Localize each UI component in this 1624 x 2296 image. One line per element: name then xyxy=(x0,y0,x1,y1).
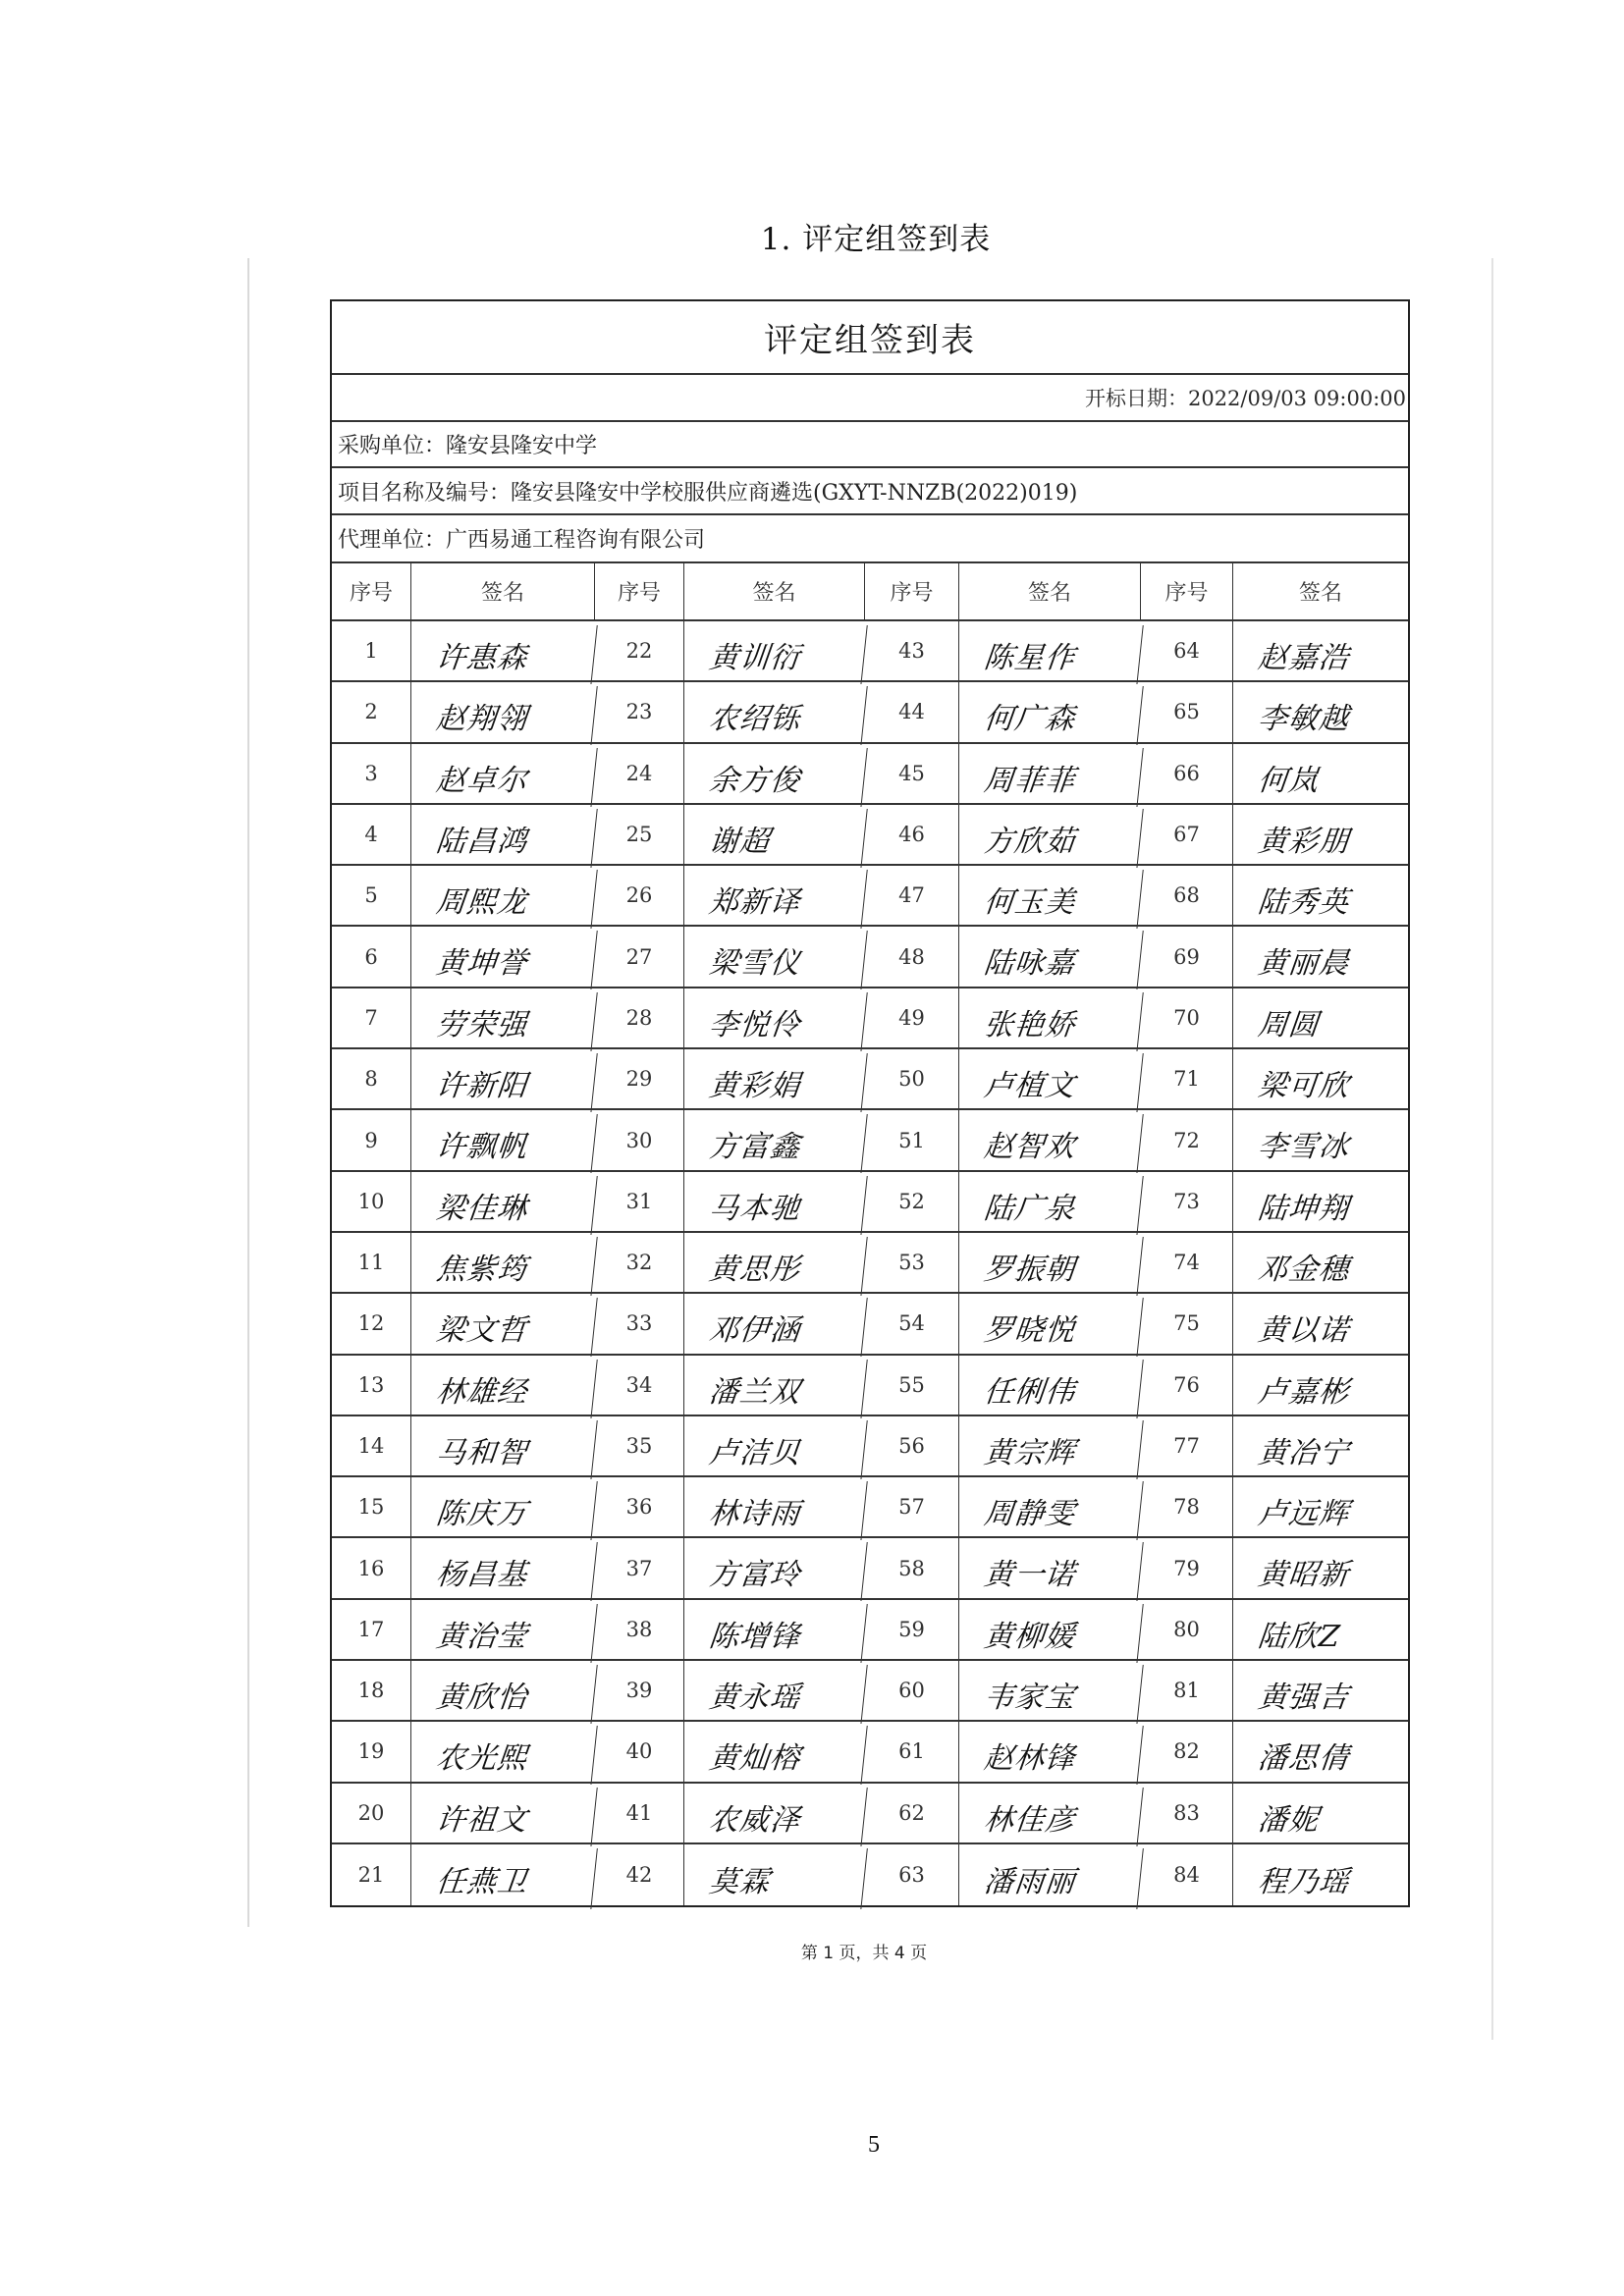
header-number: 序号 xyxy=(865,563,959,619)
serial-number: 66 xyxy=(1141,744,1233,803)
serial-number: 52 xyxy=(865,1172,959,1231)
serial-number: 54 xyxy=(865,1294,959,1353)
serial-number: 59 xyxy=(865,1600,959,1659)
section-heading: 1. 评定组签到表 xyxy=(760,222,992,257)
serial-number: 12 xyxy=(332,1294,411,1353)
handwritten-signature: 陈增锋 xyxy=(680,1604,867,1663)
serial-number: 38 xyxy=(595,1600,684,1659)
header-signature: 签名 xyxy=(684,563,865,619)
page-number: 5 xyxy=(868,2132,880,2158)
serial-number: 40 xyxy=(595,1722,684,1781)
handwritten-signature: 农绍铄 xyxy=(680,686,867,745)
table-row xyxy=(332,1784,1408,1844)
handwritten-signature: 林佳彦 xyxy=(955,1788,1143,1846)
serial-number: 6 xyxy=(332,927,411,986)
serial-number: 3 xyxy=(332,744,411,803)
purchaser: 采购单位：隆安县隆安中学 xyxy=(338,434,598,458)
table-row xyxy=(332,866,1408,927)
serial-number: 74 xyxy=(1141,1233,1233,1292)
table-row xyxy=(332,1722,1408,1783)
handwritten-signature: 黄思彤 xyxy=(680,1237,867,1296)
serial-number: 48 xyxy=(865,927,959,986)
table-row xyxy=(332,1110,1408,1171)
handwritten-signature: 潘妮 xyxy=(1256,1802,1322,1838)
agent: 代理单位：广西易通工程咨询有限公司 xyxy=(338,528,706,553)
handwritten-signature: 韦家宝 xyxy=(955,1665,1143,1724)
serial-number: 70 xyxy=(1141,988,1233,1047)
handwritten-signature: 卢植文 xyxy=(955,1053,1143,1112)
header-number: 序号 xyxy=(595,563,684,619)
serial-number: 42 xyxy=(595,1844,684,1905)
handwritten-signature: 周菲菲 xyxy=(955,748,1143,807)
table-row xyxy=(332,988,1408,1049)
serial-number: 49 xyxy=(865,988,959,1047)
serial-number: 13 xyxy=(332,1356,411,1415)
serial-number: 23 xyxy=(595,682,684,741)
serial-number: 34 xyxy=(595,1356,684,1415)
handwritten-signature: 黄永瑶 xyxy=(680,1665,867,1724)
serial-number: 22 xyxy=(595,621,684,680)
serial-number: 10 xyxy=(332,1172,411,1231)
opening-date-row xyxy=(332,375,1408,422)
header-signature: 签名 xyxy=(959,563,1141,619)
handwritten-signature: 莫霖 xyxy=(680,1848,868,1909)
handwritten-signature: 邓金穗 xyxy=(1256,1253,1352,1288)
handwritten-signature: 马和智 xyxy=(407,1420,597,1479)
serial-number: 47 xyxy=(865,866,959,925)
table-row xyxy=(332,927,1408,988)
serial-number: 36 xyxy=(595,1477,684,1536)
table-row xyxy=(332,1600,1408,1661)
handwritten-signature: 梁可欣 xyxy=(1256,1069,1352,1104)
serial-number: 16 xyxy=(332,1538,411,1597)
handwritten-signature: 杨昌基 xyxy=(407,1542,597,1601)
serial-number: 43 xyxy=(865,621,959,680)
serial-number: 35 xyxy=(595,1416,684,1475)
serial-number: 32 xyxy=(595,1233,684,1292)
serial-number: 9 xyxy=(332,1110,411,1169)
project-row xyxy=(332,468,1408,515)
serial-number: 77 xyxy=(1141,1416,1233,1475)
table-row xyxy=(332,621,1408,682)
header-number: 序号 xyxy=(332,563,411,619)
serial-number: 33 xyxy=(595,1294,684,1353)
project-name: 项目名称及编号：隆安县隆安中学校服供应商遴选(GXYT-NNZB(2022)019) xyxy=(338,480,1078,506)
serial-number: 27 xyxy=(595,927,684,986)
table-row xyxy=(332,744,1408,805)
handwritten-signature: 黄彩朋 xyxy=(1256,825,1352,860)
header-signature: 签名 xyxy=(1298,581,1342,606)
handwritten-signature: 农光熙 xyxy=(407,1726,597,1785)
handwritten-signature: 罗晓悦 xyxy=(955,1298,1143,1357)
serial-number: 26 xyxy=(595,866,684,925)
serial-number: 7 xyxy=(332,988,411,1047)
handwritten-signature: 农威泽 xyxy=(680,1788,867,1846)
table-title-row xyxy=(332,301,1408,375)
handwritten-signature: 陈庆万 xyxy=(407,1481,597,1540)
serial-number: 83 xyxy=(1141,1784,1233,1842)
handwritten-signature: 赵卓尔 xyxy=(407,748,597,807)
scan-artifact-left xyxy=(247,258,249,1927)
handwritten-signature: 余方俊 xyxy=(680,748,867,807)
handwritten-signature: 赵翔翎 xyxy=(407,686,597,745)
serial-number: 72 xyxy=(1141,1110,1233,1169)
handwritten-signature: 李敏越 xyxy=(1256,702,1352,737)
handwritten-signature: 黄强吉 xyxy=(1256,1681,1352,1716)
serial-number: 31 xyxy=(595,1172,684,1231)
serial-number: 71 xyxy=(1141,1049,1233,1108)
serial-number: 8 xyxy=(332,1049,411,1108)
serial-number: 58 xyxy=(865,1538,959,1597)
table-row xyxy=(332,1416,1408,1477)
handwritten-signature: 何岚 xyxy=(1256,763,1322,798)
handwritten-signature: 潘雨丽 xyxy=(955,1848,1144,1909)
table-row xyxy=(332,1477,1408,1538)
serial-number: 4 xyxy=(332,805,411,864)
handwritten-signature: 林诗雨 xyxy=(680,1481,867,1540)
handwritten-signature: 梁佳琳 xyxy=(407,1176,597,1235)
handwritten-signature: 劳荣强 xyxy=(407,992,597,1051)
handwritten-signature: 黄一诺 xyxy=(955,1542,1143,1601)
handwritten-signature: 焦紫筠 xyxy=(407,1237,597,1296)
handwritten-signature: 李悦伶 xyxy=(680,992,867,1051)
serial-number: 57 xyxy=(865,1477,959,1536)
handwritten-signature: 黄灿榕 xyxy=(680,1726,867,1785)
handwritten-signature: 赵嘉浩 xyxy=(1256,641,1352,676)
serial-number: 15 xyxy=(332,1477,411,1536)
handwritten-signature: 许祖文 xyxy=(407,1788,597,1846)
handwritten-signature: 陆欣Z xyxy=(1256,1619,1342,1654)
handwritten-signature: 黄欣怡 xyxy=(407,1665,597,1724)
serial-number: 20 xyxy=(332,1784,411,1842)
handwritten-signature: 梁文哲 xyxy=(407,1298,597,1357)
handwritten-signature: 罗振朝 xyxy=(955,1237,1143,1296)
table-row xyxy=(332,1538,1408,1599)
handwritten-signature: 谢超 xyxy=(680,809,867,868)
handwritten-signature: 黄训衍 xyxy=(680,625,867,684)
serial-number: 1 xyxy=(332,621,411,680)
serial-number: 78 xyxy=(1141,1477,1233,1536)
handwritten-signature: 何广森 xyxy=(955,686,1143,745)
handwritten-signature: 方欣茹 xyxy=(955,809,1143,868)
serial-number: 39 xyxy=(595,1661,684,1720)
serial-number: 37 xyxy=(595,1538,684,1597)
opening-date: 开标日期：2022/09/03 09:00:00 xyxy=(1084,387,1406,410)
column-header-row xyxy=(332,563,1408,621)
serial-number: 19 xyxy=(332,1722,411,1781)
handwritten-signature: 任俐伟 xyxy=(955,1360,1143,1418)
serial-number: 30 xyxy=(595,1110,684,1169)
serial-number: 80 xyxy=(1141,1600,1233,1659)
signature-rows xyxy=(332,621,1408,1905)
serial-number: 2 xyxy=(332,682,411,741)
serial-number: 51 xyxy=(865,1110,959,1169)
serial-number: 61 xyxy=(865,1722,959,1781)
handwritten-signature: 邓伊涵 xyxy=(680,1298,867,1357)
serial-number: 62 xyxy=(865,1784,959,1842)
handwritten-signature: 方富鑫 xyxy=(680,1114,867,1173)
serial-number: 21 xyxy=(332,1844,411,1905)
handwritten-signature: 黄以诺 xyxy=(1256,1313,1352,1349)
table-row xyxy=(332,1233,1408,1294)
table-row xyxy=(332,1172,1408,1233)
serial-number: 69 xyxy=(1141,927,1233,986)
serial-number: 17 xyxy=(332,1600,411,1659)
handwritten-signature: 李雪冰 xyxy=(1256,1130,1352,1165)
handwritten-signature: 赵智欢 xyxy=(955,1114,1143,1173)
handwritten-signature: 黄昭新 xyxy=(1256,1558,1352,1593)
serial-number: 53 xyxy=(865,1233,959,1292)
handwritten-signature: 张艳娇 xyxy=(955,992,1143,1051)
handwritten-signature: 黄冶宁 xyxy=(1256,1436,1352,1470)
handwritten-signature: 陆广泉 xyxy=(955,1176,1143,1235)
serial-number: 24 xyxy=(595,744,684,803)
handwritten-signature: 黄坤誉 xyxy=(407,931,597,989)
serial-number: 82 xyxy=(1141,1722,1233,1781)
handwritten-signature: 许惠森 xyxy=(407,625,597,684)
serial-number: 29 xyxy=(595,1049,684,1108)
handwritten-signature: 周熙龙 xyxy=(407,870,597,929)
serial-number: 11 xyxy=(332,1233,411,1292)
serial-number: 73 xyxy=(1141,1172,1233,1231)
serial-number: 56 xyxy=(865,1416,959,1475)
serial-number: 45 xyxy=(865,744,959,803)
handwritten-signature: 卢洁贝 xyxy=(680,1420,867,1479)
serial-number: 68 xyxy=(1141,866,1233,925)
handwritten-signature: 陆坤翔 xyxy=(1256,1191,1352,1226)
serial-number: 65 xyxy=(1141,682,1233,741)
handwritten-signature: 卢嘉彬 xyxy=(1256,1374,1352,1410)
serial-number: 14 xyxy=(332,1416,411,1475)
handwritten-signature: 何玉美 xyxy=(955,870,1143,929)
sign-in-table xyxy=(330,299,1410,1907)
serial-number: 76 xyxy=(1141,1356,1233,1415)
serial-number: 63 xyxy=(865,1844,959,1905)
serial-number: 25 xyxy=(595,805,684,864)
serial-number: 46 xyxy=(865,805,959,864)
handwritten-signature: 林雄经 xyxy=(407,1360,597,1418)
serial-number: 84 xyxy=(1141,1844,1233,1905)
handwritten-signature: 潘思倩 xyxy=(1256,1741,1352,1777)
handwritten-signature: 许飘帆 xyxy=(407,1114,597,1173)
serial-number: 67 xyxy=(1141,805,1233,864)
handwritten-signature: 任燕卫 xyxy=(407,1848,598,1909)
serial-number: 5 xyxy=(332,866,411,925)
handwritten-signature: 黄治莹 xyxy=(407,1604,597,1663)
handwritten-signature: 黄柳媛 xyxy=(955,1604,1143,1663)
serial-number: 28 xyxy=(595,988,684,1047)
table-row xyxy=(332,805,1408,866)
handwritten-signature: 马本驰 xyxy=(680,1176,867,1235)
serial-number: 64 xyxy=(1141,621,1233,680)
table-row xyxy=(332,1844,1408,1905)
header-signature: 签名 xyxy=(411,563,595,619)
handwritten-signature: 潘兰双 xyxy=(680,1360,867,1418)
table-row xyxy=(332,1356,1408,1416)
handwritten-signature: 黄彩娟 xyxy=(680,1053,867,1112)
serial-number: 55 xyxy=(865,1356,959,1415)
handwritten-signature: 方富玲 xyxy=(680,1542,867,1601)
serial-number: 79 xyxy=(1141,1538,1233,1597)
scan-artifact-right xyxy=(1491,258,1493,2040)
table-row xyxy=(332,1294,1408,1355)
table-title: 评定组签到表 xyxy=(764,321,976,360)
handwritten-signature: 陈星作 xyxy=(955,625,1143,684)
page-indicator: 第 1 页，共 4 页 xyxy=(800,1944,928,1963)
serial-number: 41 xyxy=(595,1784,684,1842)
handwritten-signature: 黄宗辉 xyxy=(955,1420,1143,1479)
handwritten-signature: 赵林锋 xyxy=(955,1726,1143,1785)
handwritten-signature: 程乃瑶 xyxy=(1256,1865,1352,1900)
purchaser-row xyxy=(332,422,1408,468)
handwritten-signature: 卢远辉 xyxy=(1256,1497,1352,1532)
handwritten-signature: 许新阳 xyxy=(407,1053,597,1112)
handwritten-signature: 黄丽晨 xyxy=(1256,946,1352,982)
handwritten-signature: 陆咏嘉 xyxy=(955,931,1143,989)
serial-number: 50 xyxy=(865,1049,959,1108)
handwritten-signature: 周静雯 xyxy=(955,1481,1143,1540)
serial-number: 75 xyxy=(1141,1294,1233,1353)
handwritten-signature: 陆秀英 xyxy=(1256,885,1352,921)
table-row xyxy=(332,1661,1408,1722)
table-row xyxy=(332,1049,1408,1110)
serial-number: 18 xyxy=(332,1661,411,1720)
handwritten-signature: 梁雪仪 xyxy=(680,931,867,989)
agent-row xyxy=(332,515,1408,563)
header-number: 序号 xyxy=(1141,563,1233,619)
serial-number: 60 xyxy=(865,1661,959,1720)
table-row xyxy=(332,682,1408,743)
serial-number: 44 xyxy=(865,682,959,741)
handwritten-signature: 郑新译 xyxy=(680,870,867,929)
handwritten-signature: 周圆 xyxy=(1256,1007,1322,1042)
handwritten-signature: 陆昌鸿 xyxy=(407,809,597,868)
serial-number: 81 xyxy=(1141,1661,1233,1720)
